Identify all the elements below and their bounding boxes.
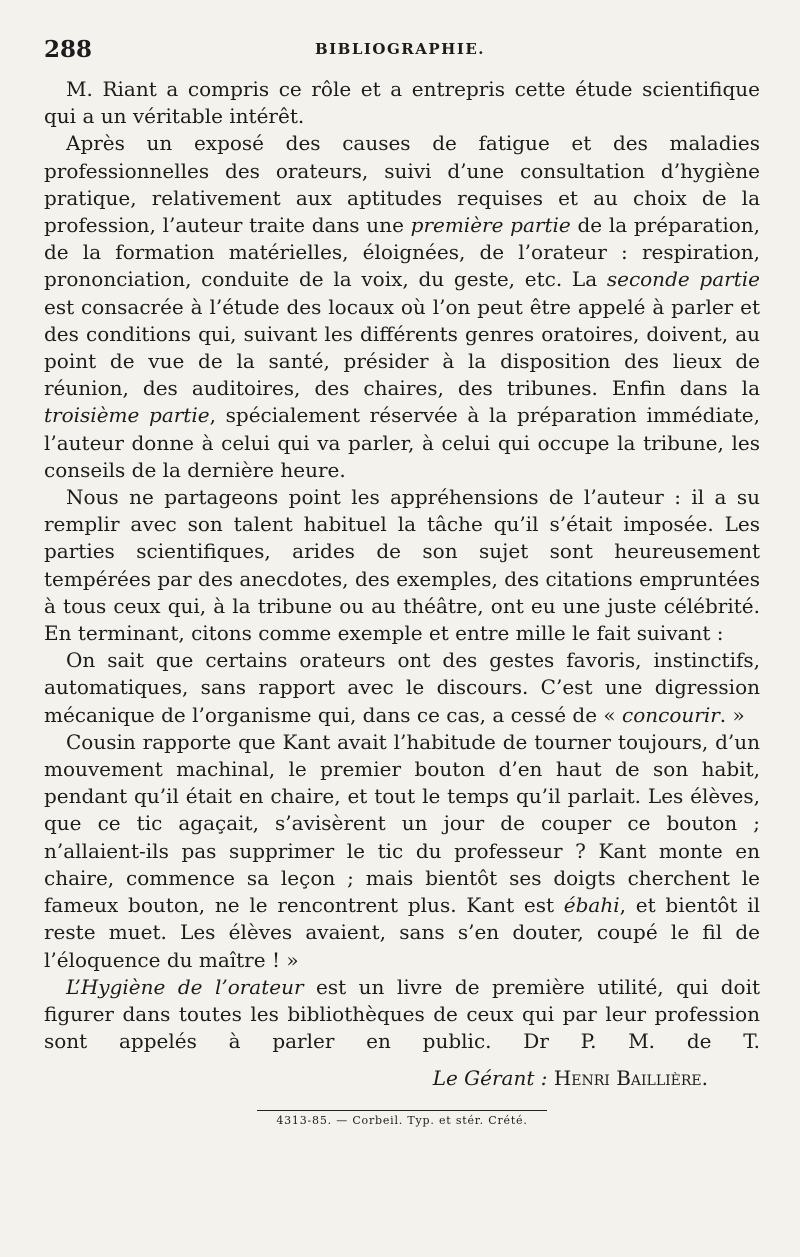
page-header [44,36,756,66]
paragraph-5-text-c: , et bientôt il reste muet. Les élèves avaient, sans s’en douter, coupé le fil de l’éloquence du maître ! » [44,893,760,972]
paragraph-1 [44,76,760,130]
paragraph-1-text: M. Riant a compris ce rôle et a entrepris cette étude scientifique qui a un véritable intérêt. [44,77,760,129]
footer-rule [257,1110,547,1111]
gerant-name: Henri Baillière. [553,1066,708,1091]
emphasis-troisieme-partie: troisième partie [44,403,210,428]
paragraph-5 [44,729,760,974]
paragraph-4-text-c: . » [719,702,745,727]
paragraph-6 [44,974,760,1056]
emphasis-premiere-partie: première partie [410,213,571,238]
paragraph-2-text-c: de la préparation, de la formation matérielles, éloignées, de l’orateur : respiration, prononciation, conduite de la voix, du geste, etc. La [44,213,761,292]
paragraph-4-text-a: On sait que certains orateurs ont des gestes favoris, instinctifs, automatiques, sans rapport avec le discours. C’est une digression mécanique de l’organisme qui, dans ce cas, a cessé de « [44,648,760,727]
paragraph-3-text: Nous ne partageons point les appréhensions de l’auteur : il a su remplir avec son talent habituel la tâche qu’il s’était imposée. Les parties scientifiques, arides de son sujet sont heureusement tempérées par des anecdotes, des exemples, des citations empruntées à tous ceux qui, à la tribune ou au théâtre, ont eu une juste célébrité. En terminant, citons comme exemple et entre mille le fait suivant : [44,485,760,646]
gerant-line [44,1065,760,1092]
paragraph-3 [44,484,760,647]
paragraph-6-text: est un livre de première utilité, qui doit figurer dans toutes les bibliothèques de ceux qui par leur profession sont appelés à parler en public. [44,974,760,1054]
paragraph-2-text-a: Après un exposé des causes de fatigue et des maladies professionnelles des orateurs, suivi d’une consultation d’hygiène pratique, relativement aux aptitudes requises et au choix de la profession, l’auteur traite dans une [44,131,760,238]
gerant-label: Le Gérant : [432,1066,548,1091]
page-number: 288 [44,36,93,63]
paragraph-4 [44,647,760,729]
emphasis-concourir: concourir [622,702,720,727]
paragraph-2 [44,130,760,484]
book-title: L’Hygiène de l’orateur [66,974,304,999]
running-title: BIBLIOGRAPHIE. [314,40,486,58]
article-body [44,76,760,1127]
paragraph-5-text-a: Cousin rapporte que Kant avait l’habitude de tourner toujours, d’un mouvement machinal, le premier bouton d’en haut de son habit, pendant qu’il était en chaire, et tout le temps qu’il parlait. Les élèves, que ce tic agaçait, s’avisèrent un jour de couper ce bouton ; n’allaient-ils pas supprimer le tic du professeur ? Kant monte en chaire, commence sa leçon ; mais bientôt ses doigts cherchent le fameux bouton, ne le rencontrent plus. Kant est [44,729,760,918]
printer-imprint: 4313-85. — Corbeil. Typ. et stér. Crété. [276,1114,528,1128]
paragraph-2-text-e: est consacrée à l’étude des locaux où l’on peut être appelé à parler et des conditions qui, suivant les différents genres oratoires, doivent, au point de vue de la santé, présider à la disposition des lieux de réunion, des auditoires, des chaires, des tribunes. Enfin dans la [44,294,760,401]
paragraph-2-text-g: , spécialement réservée à la préparation immédiate, l’auteur donne à celui qui va parler, à celui qui occupe la tribune, les conseils de la dernière heure. [44,403,760,482]
reviewer-signature: Dr P. M. de T. [523,1029,760,1054]
emphasis-seconde-partie: seconde partie [606,267,760,292]
emphasis-ebahi: ébahi [563,893,620,918]
